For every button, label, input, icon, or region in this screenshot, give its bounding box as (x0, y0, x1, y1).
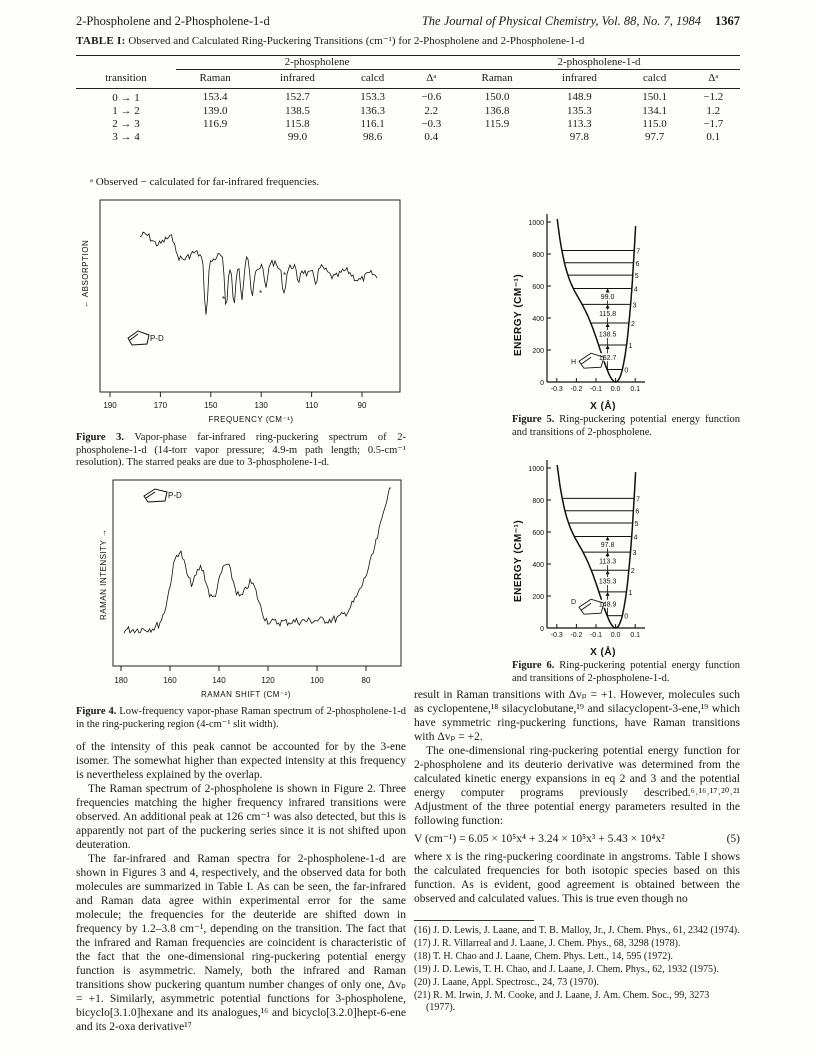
col-header: Δᵃ (687, 70, 740, 89)
molecule-label: D (571, 599, 577, 606)
arrow-head (606, 592, 610, 596)
figure-6-caption (512, 660, 740, 685)
transition-label: 138.5 (598, 331, 617, 339)
caption-text: Vapor-phase far-infrared ring-puckering spectrum of 2-phospholene-1-d (14-torr vapor pressure; 4.9-m path length; 0.5-cm⁻¹ resolution). The starred peaks are due to 3-phospholene-1-d. (76, 432, 406, 468)
level-number: 6 (635, 508, 640, 516)
x-axis-ticks (103, 392, 367, 410)
references (414, 925, 740, 1015)
col-header: Δᵃ (405, 70, 458, 89)
spectrum-trace (124, 488, 391, 633)
level-number: 2 (630, 320, 635, 328)
x-tick-label: -0.3 (550, 386, 563, 393)
table-cell: 135.3 (567, 105, 592, 117)
table-cell: 116.9 (202, 118, 228, 130)
figure-3-plot (76, 198, 406, 428)
x-tick-label: 180 (114, 676, 128, 685)
table-cell: 97.7 (644, 131, 665, 143)
table-cell: 152.7 (285, 90, 310, 103)
potential-curve (557, 465, 635, 628)
arrow-head (606, 570, 610, 574)
table-cell: 113.3 (567, 118, 592, 130)
level-number: 1 (628, 343, 633, 351)
y-tick-label: 400 (532, 562, 544, 569)
paragraph: The one-dimensional ring-puckering potential energy function for 2-phospholene and its deuterio derivative was determined from the calculated kinetic energy expansions in eq 2 and 3 and the potential energy computer programs previously described.⁶˒¹⁶˒¹⁷˒²⁰˒²¹ Adjustment of the three potential energy parameters resulted in the following function: (414, 745, 740, 827)
figure-5-caption (512, 414, 740, 439)
star-marker: * (283, 271, 287, 280)
table-cell: −0.3 (421, 118, 442, 130)
table-cell: 153.4 (202, 90, 228, 103)
equation-text: V (cm⁻¹) = 6.05 × 10⁵x⁴ + 3.24 × 10⁵x³ + 5.43 × 10⁴x² (414, 833, 665, 845)
figure-3-caption (76, 432, 406, 470)
x-tick-label: 120 (261, 676, 275, 685)
transition-label: 148.9 (598, 601, 617, 609)
table-cell: 0 → 1 (112, 92, 140, 104)
caption-label: Figure 4. (76, 706, 117, 717)
col-header: Raman (176, 70, 254, 89)
level-number: 3 (632, 302, 637, 310)
y-axis-label: ENERGY (CM⁻¹) (513, 273, 524, 356)
plot-frame (100, 200, 400, 392)
table-cell: 97.8 (569, 131, 590, 143)
x-axis-label: X (Å) (590, 401, 616, 412)
reference: (19) J. D. Lewis, T. H. Chao, and J. Laane, J. Chem. Phys., 62, 1932 (1975). (414, 964, 719, 975)
figure-5 (505, 206, 695, 412)
table-cell: −1.2 (703, 90, 724, 103)
table-row (76, 131, 740, 144)
potential-curve (557, 219, 635, 382)
table-cell: 0.1 (706, 131, 721, 143)
level-number: 4 (633, 534, 638, 542)
table-cell: 148.9 (567, 90, 592, 103)
table-row (76, 118, 740, 131)
level-number: 5 (634, 521, 639, 529)
molecule-double-bond (581, 357, 591, 364)
x-tick-label: -0.2 (570, 632, 583, 639)
table-cell: −0.6 (421, 90, 442, 103)
x-tick-label: 0.0 (610, 632, 621, 639)
col-header: infrared (536, 70, 622, 89)
col-header: transition (76, 70, 176, 89)
journal-citation (422, 14, 740, 29)
col-header: calcd (623, 70, 687, 89)
table-cell: 136.8 (484, 105, 510, 117)
journal-name: The Journal of Physical Chemistry, Vol. 88, No. 7, 1984 (421, 14, 701, 28)
transitions-table (76, 55, 740, 144)
caption-text: Low-frequency vapor-phase Raman spectrum of 2-phospholene-1-d in the ring-puckering region (4-cm⁻¹ slit width). (76, 706, 406, 730)
caption-text: Ring-puckering potential energy function and transitions of 2-phospholene-1-d. (512, 660, 741, 684)
figure-6-plot (505, 452, 695, 658)
table-title: Observed and Calculated Ring-Puckering Transitions (cm⁻¹) for 2-Phospholene and 2-Phospholene-1-d (128, 35, 585, 47)
caption-label: Figure 5. (512, 414, 555, 425)
star-marker: * (259, 289, 263, 298)
table-cell: 150.1 (642, 90, 667, 103)
table-cell: 1 → 2 (112, 105, 140, 117)
paragraph: where x is the ring-puckering coordinate in angstroms. Table I shows the calculated frequencies for both isotopic species based on this function. As is evident, good agreement is obtained between the observed and calculated values. This is true even though no (414, 851, 740, 905)
x-tick-label: 150 (204, 401, 218, 410)
reference: (21) R. M. Irwin, J. M. Cooke, and J. Laane, J. Am. Chem. Soc., 99, 3273 (1977). (414, 990, 710, 1013)
arrow-head (606, 536, 610, 540)
y-tick-label: 1000 (528, 466, 544, 473)
table-row (76, 105, 740, 118)
figure-5-plot (505, 206, 695, 412)
y-tick-label: 600 (532, 284, 544, 291)
y-tick-label: 400 (532, 316, 544, 323)
x-tick-label: 0.1 (630, 632, 641, 639)
table-cell: 134.1 (642, 105, 667, 117)
molecule-label: H (571, 359, 577, 366)
level-number: 0 (624, 367, 629, 375)
y-tick-label: 200 (532, 594, 544, 601)
x-tick-label: 0.0 (610, 386, 621, 393)
level-number: 0 (624, 613, 629, 621)
arrow-head (606, 345, 610, 349)
molecule-drawing (128, 331, 164, 345)
x-tick-label: 160 (163, 676, 177, 685)
col-header: infrared (254, 70, 340, 89)
figure-3 (76, 198, 406, 428)
left-column-text (76, 740, 406, 1034)
y-tick-label: 800 (532, 498, 544, 505)
col-header: calcd (341, 70, 405, 89)
equation-5 (414, 832, 740, 846)
table-cell: 115.8 (285, 118, 310, 130)
caption-text: Ring-puckering potential energy function and transitions of 2-phospholene. (512, 414, 741, 438)
x-tick-label: -0.3 (550, 632, 563, 639)
reference: (17) J. R. Villarreal and J. Laane, J. Chem. Phys., 68, 3298 (1978). (414, 938, 681, 949)
figure-4 (76, 480, 406, 702)
x-tick-label: -0.1 (589, 632, 603, 639)
x-tick-label: 140 (212, 676, 226, 685)
molecule-label: P-D (150, 334, 164, 343)
table-cell: 115.0 (642, 118, 667, 130)
table-group-header (76, 56, 740, 70)
table-cell: 150.0 (484, 90, 510, 103)
table-caption (76, 34, 740, 47)
level-number: 6 (635, 260, 640, 268)
transition-label: 113.3 (599, 558, 617, 566)
x-axis-ticks (114, 666, 371, 685)
arrow-head (606, 289, 610, 293)
equation-number: (5) (726, 833, 740, 845)
table-cell: 2.2 (424, 105, 439, 117)
y-tick-label: 200 (532, 348, 544, 355)
x-tick-label: -0.2 (570, 386, 583, 393)
reference: (16) J. D. Lewis, J. Laane, and T. B. Malloy, Jr., J. Chem. Phys., 61, 2342 (1974). (414, 925, 740, 936)
arrow-head (606, 304, 610, 308)
x-axis-label: RAMAN SHIFT (CM⁻¹) (201, 690, 291, 699)
transition-label: 135.3 (598, 578, 617, 586)
level-number: 7 (636, 248, 641, 256)
paragraph: The Raman spectrum of 2-phospholene is shown in Figure 2. Three frequencies matching the higher frequency infrared transitions were observed. An additional peak at 126 cm⁻¹ was also detected, but this is apparently not part of the puckering series since it is not shifted upon deuteration. (76, 783, 406, 851)
table-footnote: ᵃ Observed − calculated for far-infrared frequencies. (90, 176, 320, 188)
paragraph: The far-infrared and Raman spectra for 2-phospholene-1-d are shown in Figures 3 and 4, respectively, and the observed data for both molecules are summarized in Table I. As can be seen, the far-infrared and Raman data agree within experimental error for the same molecule; the frequencies for the deuteride are shifted down in frequency by 1.2–3.8 cm⁻¹, depending on the transition. The fact that the infrared and Raman frequencies are coincident is characteristic of the fact that the one-dimensional ring-puckering potential energy function is asymmetric. Namely, both the infrared and Raman transitions show puckering quantum number changes of only one, Δvₚ = +1. Similarly, asymmetric potential functions for 3-phospholene, bicyclo[3.1.0]hexane and its analogues,¹⁶ and bicyclo[3.2.0]hept-6-ene and its 2-oxa derivative¹⁷ (76, 853, 406, 1033)
table-cell: 136.3 (360, 105, 385, 117)
y-tick-label: 600 (532, 530, 544, 537)
x-axis-label: X (Å) (590, 647, 616, 658)
x-tick-label: -0.1 (589, 386, 603, 393)
transition-label: 99.0 (600, 293, 615, 301)
table-label: TABLE I: (76, 35, 126, 47)
arrow-head (606, 552, 610, 556)
molecule-double-bond (581, 603, 591, 610)
y-axis-label: RAMAN INTENSITY → (99, 528, 108, 620)
table-cell: 1.2 (706, 105, 721, 117)
table-cell (176, 131, 254, 144)
paragraph: result in Raman transitions with Δvₚ = +1. However, molecules such as cyclopentene,¹⁸ silacyclobutane,¹⁹ and silacyclopent-3-ene,¹⁹ which have symmetric ring-puckering functions, have Raman transitions with Δvₚ = +2. (414, 689, 740, 743)
reference: (20) J. Laane, Appl. Spectrosc., 24, 73 (1970). (414, 977, 599, 988)
table-cell: 3 → 4 (112, 131, 140, 143)
molecule-drawing (144, 489, 182, 502)
caption-label: Figure 6. (512, 660, 555, 671)
x-tick-label: 110 (305, 401, 318, 410)
table-cell: 116.1 (360, 118, 385, 130)
table-cell: 99.0 (287, 131, 308, 143)
figure-4-caption (76, 706, 406, 731)
page-number: 1367 (715, 14, 740, 28)
level-number: 2 (630, 568, 635, 576)
level-number: 3 (632, 550, 637, 558)
x-tick-label: 130 (254, 401, 268, 410)
table-cell: 153.3 (360, 90, 385, 103)
transition-label: 97.8 (600, 541, 615, 549)
x-tick-label: 100 (310, 676, 324, 685)
table-cell: 115.9 (484, 118, 510, 130)
x-tick-label: 0.1 (630, 386, 641, 393)
spectrum-trace (140, 232, 377, 314)
y-axis-label: ENERGY (CM⁻¹) (513, 519, 524, 602)
level-number: 5 (634, 273, 639, 281)
x-axis-label: FREQUENCY (CM⁻¹) (208, 415, 294, 424)
molecule-label: P-D (168, 491, 182, 500)
table-cell: 139.0 (202, 105, 228, 117)
transition-label: 115.8 (599, 311, 617, 319)
paragraph: of the intensity of this peak cannot be accounted for by the 3-ene isomer. The somewhat higher than expected intensity at this frequency is nevertheless explained by the overlap. (76, 741, 406, 781)
right-column-text (414, 688, 740, 906)
figure-6 (505, 452, 695, 658)
group-2-phospholene-1-d: 2-phospholene-1-d (458, 56, 740, 70)
table-cell: 138.5 (285, 105, 310, 117)
footnote-rule (414, 920, 534, 921)
running-head (76, 14, 740, 32)
x-tick-label: 170 (153, 401, 168, 410)
level-number: 4 (633, 286, 638, 294)
table-cell: 0.4 (424, 131, 439, 143)
table-row (76, 89, 740, 106)
table-cell: 2 → 3 (112, 118, 140, 130)
caption-label: Figure 3. (76, 432, 124, 443)
table-column-header (76, 70, 740, 89)
transition-label: 152.7 (598, 354, 617, 362)
y-axis-label: ← ABSORPTION (81, 239, 90, 308)
x-tick-label: 190 (103, 401, 117, 410)
table-cell (458, 131, 536, 144)
figure-4-plot (76, 480, 406, 702)
group-2-phospholene: 2-phospholene (176, 56, 458, 70)
table-cell: 98.6 (363, 131, 383, 143)
x-tick-label: 90 (357, 401, 367, 410)
arrow-head (606, 323, 610, 327)
col-header: Raman (458, 70, 536, 89)
running-title: 2-Phospholene and 2-Phospholene-1-d (76, 14, 270, 28)
y-tick-label: 800 (532, 252, 544, 259)
reference: (18) T. H. Chao and J. Laane, Chem. Phys. Lett., 14, 595 (1972). (414, 951, 674, 962)
plot-frame (113, 480, 401, 666)
x-tick-label: 80 (361, 676, 371, 685)
star-marker: * (222, 295, 226, 304)
y-tick-label: 0 (540, 626, 544, 633)
y-tick-label: 0 (540, 380, 544, 387)
y-tick-label: 1000 (528, 220, 544, 227)
level-number: 7 (636, 496, 641, 504)
table-cell: −1.7 (703, 118, 724, 130)
level-number: 1 (628, 589, 633, 597)
